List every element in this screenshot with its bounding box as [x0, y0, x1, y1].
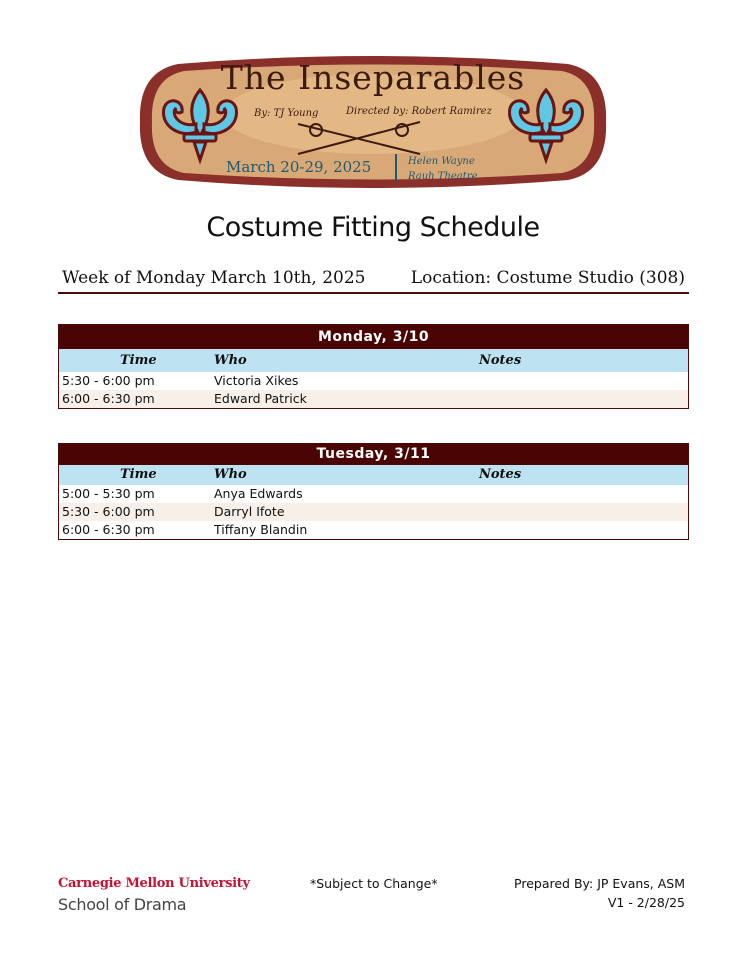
week-label: Week of Monday March 10th, 2025: [62, 268, 366, 288]
table-row: [59, 390, 688, 408]
show-author: By: TJ Young: [254, 108, 319, 119]
table-row: [59, 521, 688, 539]
column-header-notes: Notes: [479, 467, 522, 482]
table-row: [59, 503, 688, 521]
disclaimer: *Subject to Change*: [310, 876, 438, 891]
week-location-row: [58, 266, 689, 294]
column-header-time: Time: [120, 467, 157, 482]
day-table-monday: [58, 324, 689, 409]
cell-time: 5:00 - 5:30 pm: [62, 486, 155, 501]
column-header-row: [59, 349, 688, 372]
venue-line-1: Helen Wayne: [408, 156, 475, 167]
cell-time: 5:30 - 6:00 pm: [62, 504, 155, 519]
day-header: Tuesday, 3/11: [59, 444, 688, 465]
column-header-who: Who: [214, 353, 247, 368]
cell-time: 6:00 - 6:30 pm: [62, 391, 155, 406]
cell-who: Victoria Xikes: [214, 373, 299, 388]
cell-who: Tiffany Blandin: [214, 522, 308, 537]
table-row: [59, 485, 688, 503]
show-director: Directed by: Robert Ramirez: [346, 106, 492, 117]
column-header-time: Time: [120, 353, 157, 368]
show-dates: March 20-29, 2025: [226, 158, 372, 176]
day-table-tuesday: [58, 443, 689, 540]
column-header-who: Who: [214, 467, 247, 482]
university-logo-text: Carnegie Mellon University: [58, 876, 250, 891]
version-label: V1 - 2/28/25: [607, 895, 685, 910]
column-header-row: [59, 465, 688, 485]
cell-who: Anya Edwards: [214, 486, 303, 501]
location-label: Location: Costume Studio (308): [410, 268, 685, 288]
day-header: Monday, 3/10: [59, 325, 688, 349]
prepared-by: Prepared By: JP Evans, ASM: [514, 876, 685, 891]
cell-time: 6:00 - 6:30 pm: [62, 522, 155, 537]
table-row: [59, 372, 688, 390]
venue-divider: [395, 154, 397, 182]
cell-who: Edward Patrick: [214, 391, 307, 406]
show-venue: [408, 154, 498, 184]
school-name: School of Drama: [58, 895, 187, 914]
show-title: The Inseparables: [220, 58, 526, 97]
column-header-notes: Notes: [479, 353, 522, 368]
cell-who: Darryl Ifote: [214, 504, 285, 519]
venue-line-2: Rauh Theatre: [408, 171, 478, 182]
cell-time: 5:30 - 6:00 pm: [62, 373, 155, 388]
document-title: Costume Fitting Schedule: [206, 212, 540, 243]
show-banner: [138, 54, 608, 190]
